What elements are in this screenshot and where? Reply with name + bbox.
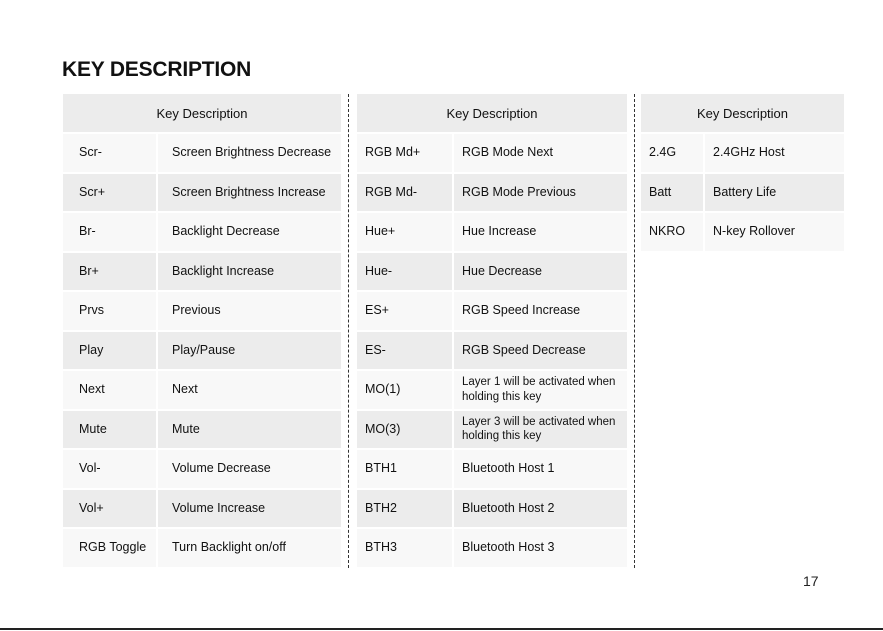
key-name-cell: Next xyxy=(63,371,156,409)
key-description-cell: Backlight Decrease xyxy=(158,213,341,251)
key-name-cell: BTH3 xyxy=(357,529,452,567)
key-name-cell: NKRO xyxy=(641,213,703,251)
key-name-cell: 2.4G xyxy=(641,134,703,172)
table-row xyxy=(357,529,627,567)
table-row xyxy=(357,213,627,251)
key-description-cell: Volume Decrease xyxy=(158,450,341,488)
table-row xyxy=(63,450,341,488)
key-name-cell: Prvs xyxy=(63,292,156,330)
table-row xyxy=(357,332,627,370)
key-name-cell: RGB Md+ xyxy=(357,134,452,172)
key-table-1 xyxy=(63,94,341,567)
key-description-cell: Turn Backlight on/off xyxy=(158,529,341,567)
table-row xyxy=(357,253,627,291)
key-name-cell: Br+ xyxy=(63,253,156,291)
key-description-cell: Bluetooth Host 1 xyxy=(454,450,627,488)
key-description-cell: Hue Decrease xyxy=(454,253,627,291)
table-row xyxy=(641,134,844,172)
table-row xyxy=(63,174,341,212)
key-name-cell: Batt xyxy=(641,174,703,212)
page-title: KEY DESCRIPTION xyxy=(62,58,252,81)
key-name-cell: BTH2 xyxy=(357,490,452,528)
key-description-cell: N-key Rollover xyxy=(705,213,844,251)
key-description-cell: Screen Brightness Increase xyxy=(158,174,341,212)
key-description-cell: RGB Mode Previous xyxy=(454,174,627,212)
table-row xyxy=(357,490,627,528)
key-name-cell: BTH1 xyxy=(357,450,452,488)
key-description-cell: Play/Pause xyxy=(158,332,341,370)
key-description-cell: Mute xyxy=(158,411,341,449)
key-name-cell: Hue+ xyxy=(357,213,452,251)
key-name-cell: Hue- xyxy=(357,253,452,291)
key-description-cell: Previous xyxy=(158,292,341,330)
key-description-cell: 2.4GHz Host xyxy=(705,134,844,172)
table-row xyxy=(63,371,341,409)
table-header: Key Description xyxy=(63,94,341,132)
key-name-cell: MO(3) xyxy=(357,411,452,449)
key-description-cell: Bluetooth Host 2 xyxy=(454,490,627,528)
key-name-cell: ES- xyxy=(357,332,452,370)
table-row xyxy=(63,411,341,449)
table-row xyxy=(357,292,627,330)
key-description-cell: Backlight Increase xyxy=(158,253,341,291)
page-number: 17 xyxy=(803,573,819,589)
key-description-cell: Volume Increase xyxy=(158,490,341,528)
table-row xyxy=(63,134,341,172)
key-description-cell: Screen Brightness Decrease xyxy=(158,134,341,172)
table-row xyxy=(357,134,627,172)
key-name-cell: RGB Toggle xyxy=(63,529,156,567)
key-name-cell: RGB Md- xyxy=(357,174,452,212)
key-name-cell: MO(1) xyxy=(357,371,452,409)
table-row xyxy=(357,411,627,449)
table-row xyxy=(63,529,341,567)
key-table-3 xyxy=(641,94,844,251)
key-description-cell: Next xyxy=(158,371,341,409)
table-row xyxy=(641,213,844,251)
table-row xyxy=(63,213,341,251)
key-name-cell: Br- xyxy=(63,213,156,251)
key-name-cell: Scr- xyxy=(63,134,156,172)
column-divider xyxy=(634,94,635,568)
table-row xyxy=(357,174,627,212)
table-header: Key Description xyxy=(357,94,627,132)
table-row xyxy=(63,292,341,330)
key-name-cell: Mute xyxy=(63,411,156,449)
key-description-cell: Layer 3 will be activated when holding this key xyxy=(454,411,627,449)
key-name-cell: Vol- xyxy=(63,450,156,488)
key-description-cell: RGB Speed Decrease xyxy=(454,332,627,370)
key-table-2 xyxy=(357,94,627,567)
page-bottom-rule xyxy=(0,628,883,630)
key-description-cell: Layer 1 will be activated when holding this key xyxy=(454,371,627,409)
table-row xyxy=(641,174,844,212)
key-name-cell: ES+ xyxy=(357,292,452,330)
key-description-cell: RGB Mode Next xyxy=(454,134,627,172)
key-name-cell: Vol+ xyxy=(63,490,156,528)
table-row xyxy=(357,450,627,488)
key-name-cell: Play xyxy=(63,332,156,370)
key-description-cell: RGB Speed Increase xyxy=(454,292,627,330)
table-row xyxy=(357,371,627,409)
table-row xyxy=(63,332,341,370)
table-header: Key Description xyxy=(641,94,844,132)
key-name-cell: Scr+ xyxy=(63,174,156,212)
key-description-cell: Bluetooth Host 3 xyxy=(454,529,627,567)
table-row xyxy=(63,253,341,291)
table-row xyxy=(63,490,341,528)
key-description-cell: Battery Life xyxy=(705,174,844,212)
column-divider xyxy=(348,94,349,568)
key-description-cell: Hue Increase xyxy=(454,213,627,251)
